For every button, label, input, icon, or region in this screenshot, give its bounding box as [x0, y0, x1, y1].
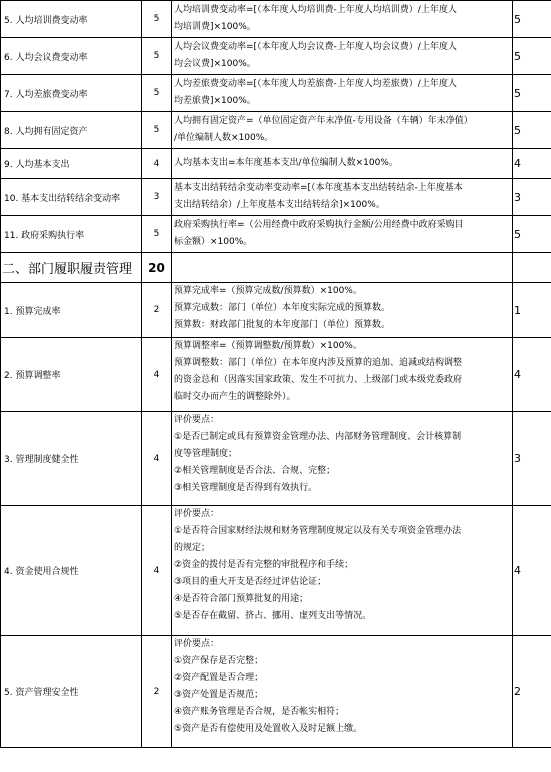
description-line: 预算完成率=（预算完成数/预算数）×100%。: [174, 286, 362, 296]
indicator-description: [172, 149, 513, 179]
description-line: ④是否符合部门预算批复的用途；: [174, 594, 309, 604]
description-line: ⑤资产是否有偿使用及处置收入及时足额上缴。: [174, 724, 363, 734]
indicator-value: 3: [513, 179, 551, 216]
indicator-value: 2: [513, 636, 551, 748]
indicator-description: [172, 179, 513, 216]
indicator-name: 6. 人均会议费变动率: [1, 38, 142, 75]
indicator-score: 4: [142, 338, 172, 412]
description-line: 临时交办而产生的调整除外）。: [174, 392, 296, 402]
description-line: ④资产账务管理是否合规，是否帐实相符；: [174, 707, 345, 717]
indicator-value: 5: [513, 216, 551, 253]
indicator-description: [172, 283, 513, 338]
description-line: ①资产保存是否完整；: [174, 656, 264, 666]
description-line: 人均培训费变动率=[（本年度人均培训费-上年度人均培训费）/上年度人: [174, 5, 457, 15]
description-line: ②相关管理制度是否合法、合规、完整；: [174, 466, 336, 476]
indicator-score: 3: [142, 179, 172, 216]
description-line: 均会议费]×100%。: [174, 59, 256, 69]
indicator-value: 5: [513, 38, 551, 75]
description-line: 基本支出结转结余变动率变动率=[（本年度基本支出结转结余-上年度基本: [174, 183, 463, 193]
indicator-score: 4: [142, 149, 172, 179]
section-row: [1, 253, 551, 283]
table-row: [1, 283, 551, 338]
indicator-value: 5: [513, 75, 551, 112]
indicator-name: 3. 管理制度健全性: [1, 412, 142, 506]
indicator-description: [172, 75, 513, 112]
indicator-name: 11. 政府采购执行率: [1, 216, 142, 253]
table-row: [1, 75, 551, 112]
description-line: 的规定；: [174, 543, 211, 553]
table-row: [1, 149, 551, 179]
description-line: 预算数：财政部门批复的本年度部门（单位）预算数。: [174, 320, 391, 330]
indicator-description: [172, 216, 513, 253]
indicator-name: 4. 资金使用合规性: [1, 506, 142, 636]
description-line: 人均基本支出=本年度基本支出/单位编制人数×100%。: [174, 158, 398, 168]
indicator-value: 1: [513, 283, 551, 338]
table-row: [1, 1, 551, 38]
description-line: ③资产处置是否规范；: [174, 690, 264, 700]
table-row: [1, 412, 551, 506]
description-line: 的资金总和（因落实国家政策、发生不可抗力、上级部门或本级党委政府: [174, 375, 463, 385]
indicator-description: [172, 38, 513, 75]
description-line: 标金额）×100%。: [174, 237, 253, 247]
table-row: [1, 112, 551, 149]
description-line: ⑤是否存在截留、挤占、挪用、虚列支出等情况。: [174, 611, 372, 621]
indicator-score: 5: [142, 1, 172, 38]
indicator-score: 4: [142, 412, 172, 506]
indicator-description: [172, 506, 513, 636]
description-line: 评价要点：: [174, 415, 220, 425]
table-row: [1, 636, 551, 748]
indicator-value: 5: [513, 1, 551, 38]
description-line: 人均差旅费变动率=[（本年度人均差旅费-上年度人均差旅费）/上年度人: [174, 79, 457, 89]
description-line: 政府采购执行率=（公用经费中政府采购执行金额/公用经费中政府采购目: [174, 220, 464, 230]
description-line: ②资产配置是否合理；: [174, 673, 264, 683]
table-row: [1, 38, 551, 75]
section-desc-cell: [172, 253, 513, 283]
description-line: ③项目的重大开支是否经过评估论证；: [174, 577, 327, 587]
indicator-score: 2: [142, 283, 172, 338]
table-row: [1, 506, 551, 636]
table-row: [1, 216, 551, 253]
indicator-description: [172, 636, 513, 748]
description-line: 预算调整率=（预算调整数/预算数）×100%。: [174, 341, 362, 351]
description-line: 评价要点：: [174, 509, 220, 519]
indicator-name: 5. 资产管理安全性: [1, 636, 142, 748]
indicator-name: 9. 人均基本支出: [1, 149, 142, 179]
description-line: 评价要点：: [174, 639, 220, 649]
description-line: /单位编制人数×100%。: [174, 133, 274, 143]
indicator-score: 4: [142, 506, 172, 636]
description-line: 预算完成数：部门（单位）本年度实际完成的预算数。: [174, 303, 391, 313]
description-line: 人均拥有固定资产=（单位固定资产年末净值-专用设备（车辆）年末净值）: [174, 116, 473, 126]
indicator-score: 5: [142, 38, 172, 75]
section-value-cell: [513, 253, 551, 283]
indicator-value: 3: [513, 412, 551, 506]
indicator-value: 4: [513, 338, 551, 412]
indicator-value: 4: [513, 149, 551, 179]
description-line: ③相关管理制度是否得到有效执行。: [174, 483, 318, 493]
indicator-description: [172, 112, 513, 149]
indicator-name: 5. 人均培训费变动率: [1, 1, 142, 38]
description-line: 预算调整数：部门（单位）在本年度内涉及预算的追加、追减或结构调整: [174, 358, 463, 368]
section-title: 二、部门履职履责管理: [1, 253, 142, 283]
description-line: ②资金的拨付是否有完整的审批程序和手续；: [174, 560, 354, 570]
indicator-value: 5: [513, 112, 551, 149]
description-line: 均培训费]×100%。: [174, 22, 256, 32]
indicator-name: 7. 人均差旅费变动率: [1, 75, 142, 112]
description-line: 均差旅费]×100%。: [174, 96, 256, 106]
indicator-name: 10. 基本支出结转结余变动率: [1, 179, 142, 216]
indicator-description: [172, 338, 513, 412]
indicator-name: 2. 预算调整率: [1, 338, 142, 412]
indicator-description: [172, 412, 513, 506]
indicator-value: 4: [513, 506, 551, 636]
description-line: ①是否符合国家财经法规和财务管理制度规定以及有关专项资金管理办法: [174, 526, 462, 536]
indicator-score: 2: [142, 636, 172, 748]
description-line: 支出结转结余）/上年度基本支出结转结余]×100%。: [174, 200, 385, 210]
section-score: 20: [142, 253, 172, 283]
description-line: 度等管理制度；: [174, 449, 238, 459]
indicator-score: 5: [142, 112, 172, 149]
table-row: [1, 338, 551, 412]
indicator-description: [172, 1, 513, 38]
indicator-score: 5: [142, 75, 172, 112]
indicator-name: 1. 预算完成率: [1, 283, 142, 338]
description-line: ①是否已制定或具有预算资金管理办法、内部财务管理制度、会计核算制: [174, 432, 462, 442]
indicator-score: 5: [142, 216, 172, 253]
description-line: 人均会议费变动率=[（本年度人均会议费-上年度人均会议费）/上年度人: [174, 42, 457, 52]
indicator-name: 8. 人均拥有固定资产: [1, 112, 142, 149]
table-row: [1, 179, 551, 216]
